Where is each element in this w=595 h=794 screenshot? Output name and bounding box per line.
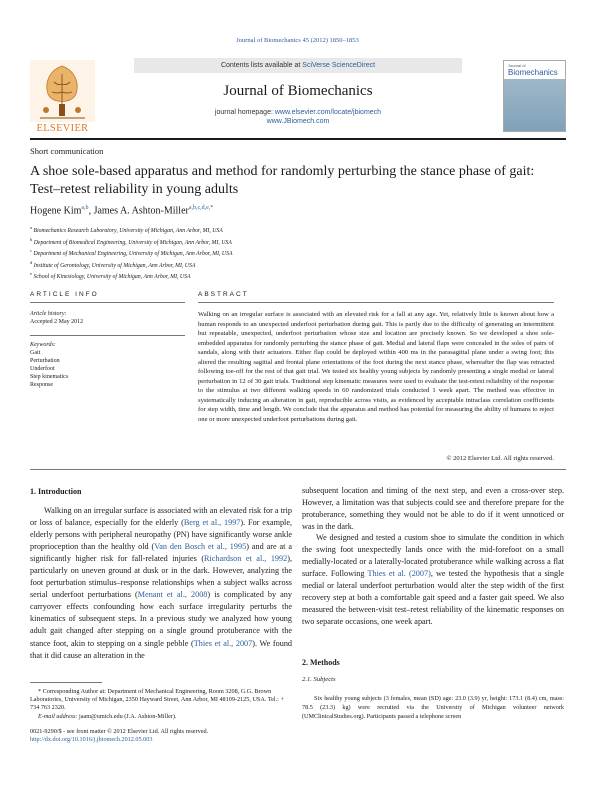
cover-title-small: Journal of (508, 63, 526, 68)
subsection-heading-subjects: 2.1. Subjects (302, 676, 336, 683)
page-footer (30, 728, 208, 745)
author-name: Hogene Kim (30, 205, 82, 217)
corresponding-author-footnote (30, 688, 292, 721)
keyword-item: Underfoot (30, 366, 55, 372)
contents-bar (134, 58, 462, 73)
email-label: E-mail address: (38, 712, 78, 720)
sciencedirect-link[interactable]: SciVerse ScienceDirect (302, 62, 376, 69)
citation-link[interactable]: Menant et al., 2008 (137, 590, 208, 600)
section-heading-introduction: 1. Introduction (30, 487, 82, 496)
author-list: Hogene Kim$^{a,b}$, James A. Ashton-Miller$^{a,b,c,d,e,*}$ (30, 205, 214, 217)
email-address[interactable]: jaam@umich.edu (J.A. Ashton-Miller). (79, 712, 177, 720)
methods-paragraph-1: Six healthy young subjects (3 females, mean (SD) age: 23.0 (3.9) yr, height: 173.1 (8.4) cm, mass: 78.5 (23.3) kg) were recruited via the University of Michigan volunteer network (UMClinicalStudies.org). Participants passed a telephone screen (302, 695, 564, 721)
article-type: Short communication (30, 146, 104, 156)
publisher-name: ELSEVIER (36, 123, 89, 134)
cover-title-big: Biomechanics (508, 68, 558, 77)
homepage-link-jbiomech[interactable]: www.JBiomech.com (266, 118, 330, 125)
citation-link[interactable]: Berg et al., 1997 (183, 518, 241, 528)
homepage-link-elsevier[interactable]: www.elsevier.com/locate/jbiomech (274, 109, 382, 116)
abstract-heading: ABSTRACT (198, 291, 249, 298)
header-divider (30, 138, 566, 140)
keyword-item: Response (30, 382, 53, 388)
copyright-notice: © 2012 Elsevier Ltd. All rights reserved. (446, 455, 554, 462)
author-affil-ref[interactable]: a,b,c,d,e,* (188, 205, 214, 211)
section-heading-methods: 2. Methods (302, 658, 340, 667)
homepage-prefix: journal homepage: (214, 109, 275, 116)
abstract-rule (198, 302, 554, 303)
citation-link[interactable]: Richardson et al., 1992 (204, 554, 288, 564)
affiliations (30, 224, 233, 282)
intro-paragraph-3: We designed and tested a custom shoe to simulate the condition in which the swing foot unexpectedly lands once with the mid-forefoot on a small medially-located or a laterally-located protuberance while walking across a flat surface. Following Thies et al. (2007), we tested the hypothesis that a single medial or lateral underfoot perturbation would alter the step width of the first recovery step at both a comfortable gait speed and a faster gait speed. We also measured the between-visit test–retest reliability of the kinematic responses on two separate occasions, one week apart. (302, 533, 565, 627)
footnote-rule (30, 682, 102, 683)
affiliation-item: $^a$ Biomechanics Research Laboratory, University of Michigan, Ann Arbor, MI, USA (30, 225, 223, 234)
affiliation-item: $^e$ School of Kinesiology, University of Michigan, Ann Arbor, MI, USA (30, 271, 191, 280)
intro-paragraph-1: Walking on an irregular surface is associated with an elevated risk for a trip or loss of balance, especially for the elderly (Berg et al., 1997). For example, elderly persons with peripheral neuropathy (PN) have significantly worse ankle proprioception than the healthy old (Van den Bosch et al., 1995) and are at a significantly higher risk for fall-related injuries (Richardson et al., 1992), particularly on uneven ground at dusk or in the dark. However, analyzing the foot perturbation stimulus–response relationships when a subject walks across serial underfoot perturbations (Menant et al., 2008) is complicated by any carryover effects confounding how each surface irregularity perturbs the kinematics of subsequent steps. In a previous study we analyzed how young adult gait changed after stepping on a single ground protuberance with the stance foot, akin to stepping on a single pebble (Thies et al., 2007). We found that it did cause an alteration in the (30, 506, 293, 660)
corresponding-address: * Corresponding Author at: Department of Mechanical Engineering, Room 3208, G.G. Brown Laboratories, University of Michigan, 2350 Hayward Street, Ann Arbor, MI 48109-2125, USA. Tel.: + 734 763 2320. (30, 688, 284, 712)
keywords-label: Keywords: (30, 342, 56, 348)
intro-paragraph-2: subsequent location and timing of the next step, and even a cross-over step. However, a limitation was that subjects could see and therefore prepare for the protuberance, something they would not be able to do if it went unnoticed or was in the dark. (302, 486, 564, 532)
author-name: James A. Ashton-Miller (93, 205, 189, 217)
elsevier-logo (30, 60, 95, 128)
keyword-item: Perturbation (30, 358, 60, 364)
citation-link[interactable]: Thies et al., 2007 (193, 638, 253, 648)
citation-link[interactable]: Thies et al. (2007) (367, 569, 431, 579)
journal-homepage (134, 108, 462, 126)
article-title: A shoe sole-based apparatus and method for randomly perturbing the stance phase of gait: Test–retest reliability in young adults (30, 164, 535, 197)
abstract-text: Walking on an irregular surface is associated with an elevated risk for a fall at any age. Yet, relatively little is known about how a human responds to an unexpected underfoot perturbation during gait. This is partly due to the difficulty of generating an intermittent but repeatable, unexpected, underfoot perturbation whose size and location are precisely known. So we developed a shoe sole-embedded apparatus for randomly perturbing the stance phase of gait. Medial and lateral flaps were concealed in the soles of pairs of sandals, along with their actuators. Either flap could be deployed within 400 ms in the parasagittal plane under a swing foot; this altered the resulting sagittal and frontal plane orientations of the foot during the next stance phase, whereafter the flap was retracted following toe-off for the rest of that gait trial. We tested six healthy young subjects by randomly presenting a single medial or lateral perturbation in 12 of 30 gait trials. Traditional step kinematic measures were used to evaluate the test-retest reliability of the response to the stimulus at two different walking speeds in 60 randomized trials conducted 1 week apart. The method was effective in systematically inducing an alteration in gait, reproducible across visits, as evidenced by acceptable intraclass correlation coefficients for step width, time and length. We conclude that the apparatus and method has potential for measuring the ability of humans to reject one or more unexpected underfoot perturbations during gait. (198, 311, 554, 424)
journal-cover-image (503, 60, 566, 132)
article-info-heading: ARTICLE INFO (30, 291, 99, 298)
article-history-label: Article history: (30, 311, 67, 317)
keyword-item: Step kinematics (30, 374, 69, 380)
keywords-rule (30, 335, 185, 336)
contents-prefix: Contents lists available at (220, 62, 303, 69)
keyword-item: Gait (30, 350, 41, 356)
article-info-rule (30, 302, 185, 303)
abstract-bottom-rule (30, 469, 566, 470)
affiliation-item: $^d$ Institute of Gerontology, University of Michigan, Ann Arbor, MI, USA (30, 259, 196, 269)
doi-link[interactable]: http://dx.doi.org/10.1016/j.jbiomech.2012.05.003 (30, 736, 153, 744)
keywords-list (30, 349, 68, 389)
front-matter-line: 0021-9290/$ - see front matter © 2012 Elsevier Ltd. All rights reserved. (30, 728, 209, 735)
affiliation-item: $^c$ Department of Mechanical Engineering, University of Michigan, Ann Arbor, MI, USA (30, 248, 233, 257)
journal-title: Journal of Biomechanics (223, 83, 373, 99)
accepted-date: Accepted 2 May 2012 (30, 319, 84, 325)
author-affil-ref[interactable]: a,b (81, 205, 89, 211)
citation-link[interactable]: Van den Bosch et al., 1995 (154, 542, 247, 552)
journal-citation[interactable]: Journal of Biomechanics 45 (2012) 1850–1853 (236, 37, 359, 44)
affiliation-item: $^b$ Department of Biomedical Engineering, University of Michigan, Ann Arbor, MI, USA (30, 236, 232, 246)
